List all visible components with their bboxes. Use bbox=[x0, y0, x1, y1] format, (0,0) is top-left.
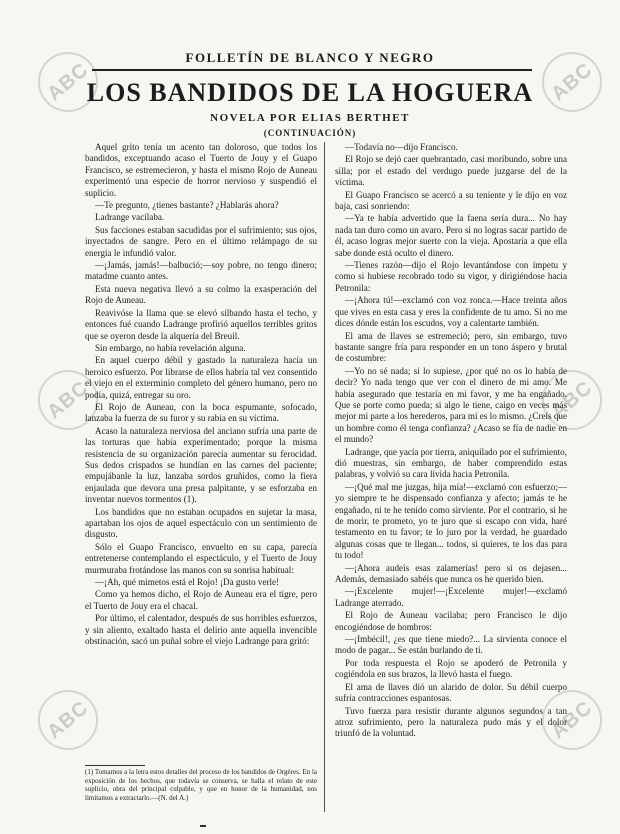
abc-watermark-stamp: ABC bbox=[26, 40, 111, 125]
paragraph: El ama de llaves dió un alarido de dolor. Su débil cuerpo sufría contracciones espantosas. bbox=[335, 681, 567, 704]
byline: NOVELA POR ELIAS BERTHET bbox=[210, 112, 410, 124]
left-column bbox=[85, 142, 317, 832]
paragraph: —¡Ah, qué mimetos está el Rojo! ¡Da gusto verle! bbox=[95, 577, 280, 588]
column-divider bbox=[324, 142, 325, 812]
paragraph: Sólo el Guapo Francisco, envuelto en su capa, parecía entretenerse contemplando el espectáculo, y el Tuerto de Jouy murmuraba frotándose las manos con su sonrisa habitual: bbox=[85, 541, 317, 575]
paragraph: —Ya te había advertido que la faena sería dura... No hay nada tan duro como un avaro. Pero si no logras sacar partido de él, acaso logras mejor suerte con la vieja. Apostaría a que ella sabe donde está oculto el dinero. bbox=[335, 213, 567, 258]
paragraph: El Rojo de Auneau vacilaba; pero Francisco le dijo encogiéndose de hombros: bbox=[335, 610, 567, 632]
paragraph: —¡Ahora audeís esas zalamerías! pero si os dejasen... Además, demasiado sabéis que nunca os he querido bien. bbox=[335, 562, 567, 585]
paragraph: Reavivóse la llama que se elevó silbando hasta el techo, y entonces fué cuando Ladrange profirió aquellos terribles gritos que se oyeron desde la alquería del Breuil. bbox=[85, 307, 317, 341]
paragraph: Tuvo fuerza para resistir durante algunos segundos a tan atroz sufrimiento, pero la naturaleza pudo más y el dolor triunfó de la voluntad. bbox=[335, 705, 567, 739]
abc-watermark-stamp: ABC bbox=[530, 358, 615, 443]
paragraph: —¡Excelente mujer!—¡Excelente mujer!—exclamó Ladrange aterrado. bbox=[335, 586, 567, 608]
paragraph: Sin embargo, no había revelación alguna. bbox=[95, 342, 246, 353]
paragraph: —Tienes razón—dijo el Rojo levantándose con ímpetu y como si hubiese recobrado todo su vigor, y dirigiéndose hacia Petronila: bbox=[335, 260, 567, 293]
paragraph: El Guapo Francisco se acercó a su teniente y le dijo en voz baja, casi sonriendo: bbox=[335, 189, 567, 212]
abc-watermark-stamp: ABC bbox=[530, 40, 615, 125]
paragraph: Como ya hemos dicho, el Rojo de Auneau era el tigre, pero el Tuerto de Jouy era el chacal. bbox=[85, 589, 317, 611]
page-mark bbox=[200, 825, 206, 827]
paragraph: Ladrange, que yacía por tierra, aniquilado por el sufrimiento, dió muestras, sin embargo, de haber comprendido estas palabras, y volvió su cara lívida hacia Petronila. bbox=[335, 446, 567, 480]
paragraph: —Todavía no—dijo Francisco. bbox=[345, 142, 458, 152]
paragraph: Ladrange vacilaba. bbox=[95, 212, 165, 223]
footnote: (1) Tomamos a la letra estos detalles del proceso de los bandidos de Orgères. En la exposición de los hechos, que todavía se conserva, se halla el relato de este suplicio, obra del principal culpable, y que en honor de la humanidad, nos limitamos a extractarlo.—(N. del A.) bbox=[85, 768, 317, 802]
paragraph: Acaso la naturaleza nerviosa del anciano sufría una parte de las torturas que había experimentado; porque la misma resistencia de su organización parecía aumentar su ferocidad. Sus dedos crispados se hundían en las carnes del paciente; empujábanle la luz, lanzaba sordos gruñidos, como la fiera enjaulada que devora una presa palpitante, y se esforzaba en inventar nuevos tormentos (1). bbox=[85, 425, 317, 505]
paragraph: Aquel grito tenía un acento tan doloroso, que todos los bandidos, exceptuando acaso el Tuerto de Jouy y el Guapo Francisco, se estremecieron, y hasta el mismo Rojo de Auneau experimentó una especie de horror nervioso y suspendió el suplicio. bbox=[85, 142, 317, 198]
paragraph: Por último, el calentador, después de sus horribles esfuerzos, y sin aliento, exaltado hasta el delirio ante aquella invencible obstinación, sacó un puñal sobre el viejo Ladrange para gritó: bbox=[85, 613, 317, 647]
abc-watermark-stamp: ABC bbox=[530, 678, 615, 763]
continuation-label: (CONTINUACIÓN) bbox=[263, 128, 357, 138]
paragraph: El Rojo de Auneau, con la boca espumante, sofocado, lanzaba la fuerza de su furor y su rabia en su víctima. bbox=[85, 401, 317, 424]
paragraph: —¡Jamás, jamás!—balbució;—soy pobre, no tengo dinero; matadme cuanto antes. bbox=[85, 260, 317, 282]
paragraph: —¡Ahora tú!—exclamó con voz ronca.—Hace treinta años que vives en esta casa y eres la confidente de tu amo. Si no me dices dónde están los escudos, voy a calentarte también. bbox=[335, 295, 567, 329]
paragraph: En aquel cuerpo débil y gastado la naturaleza hacía un heroico esfuerzo. Por librarse de ellos habría tal vez consentido el viejo en el exterminio completo del género humano, pero no podía, quizá, entregar su oro. bbox=[85, 355, 317, 400]
paragraph: Esta nueva negativa llevó a su colmo la exasperación del Rojo de Auneau. bbox=[85, 283, 317, 306]
page-title: LOS BANDIDOS DE LA HOGUERA bbox=[86, 78, 534, 107]
paragraph: El Rojo se dejó caer quebrantado, casi moribundo, sobre una silla; por el estado del verdugo puede juzgarse del de la víctima. bbox=[335, 154, 567, 188]
paragraph: Por toda respuesta el Rojo se apoderó de Petronila y cogiéndola en sus brazos, la llevó hasta el fuego. bbox=[335, 657, 567, 680]
header-rule bbox=[92, 69, 532, 71]
paragraph: —Yo no sé nada; si lo supiese, ¿por qué no os lo había de decir? Yo nada tengo que ver con el dinero de mi amo. Me había asegurado que testaría en mi favor, y me ha engañado. Que se porte como pueda; si algo le tiene, caigo en veces más mejor mi parte a los herederos, para mí es lo mismo. ¿Creís que un hombre como él tenga confianza? ¿Acaso se fía de nadie en el mundo? bbox=[335, 365, 567, 445]
paragraph: —¡Qué mal me juzgas, hija mía!—exclamó con esfuerzo;—yo siempre te he dispensado confianza y afecto; jamás te he engañado, ni te he tenido como sirviente. Por el contrario, si he de morir, te prometo, yo te juro que si escapo con vida, haré testamento en tu favor; te lo juro por la verdad, he guardado algunas cosas que te llegan... todos, si quieres, te los das para tu todo! bbox=[335, 481, 567, 561]
footnote-rule bbox=[85, 765, 145, 766]
paragraph: —¡Imbécil!, ¿es que tiene miedo?... La sirvienta conoce el modo de pagar... Se están burlando de ti. bbox=[335, 634, 567, 656]
paragraph: Sus facciones estaban sacudidas por el sufrimiento; sus ojos, inyectados de sangre. Pero en el último relámpago de su energía le infundió valor. bbox=[85, 224, 317, 258]
right-column bbox=[335, 142, 567, 832]
paragraph: El ama de llaves se estremeció; pero, sin embargo, tuvo bastante sangre fría para responder en un tono áspero y brutal de costumbre: bbox=[335, 330, 567, 364]
paragraph: —Te pregunto, ¿tienes bastante? ¿Hablarás ahora? bbox=[95, 200, 279, 211]
abc-watermark-stamp: ABC bbox=[26, 678, 111, 763]
abc-watermark-stamp: ABC bbox=[26, 358, 111, 443]
paragraph: Los bandidos que no estaban ocupados en sujetar la masa, apartaban los ojos de aquel espectáculo con un sentimiento de disgusto. bbox=[85, 506, 317, 540]
series-heading: FOLLETÍN DE BLANCO Y NEGRO bbox=[185, 50, 435, 65]
